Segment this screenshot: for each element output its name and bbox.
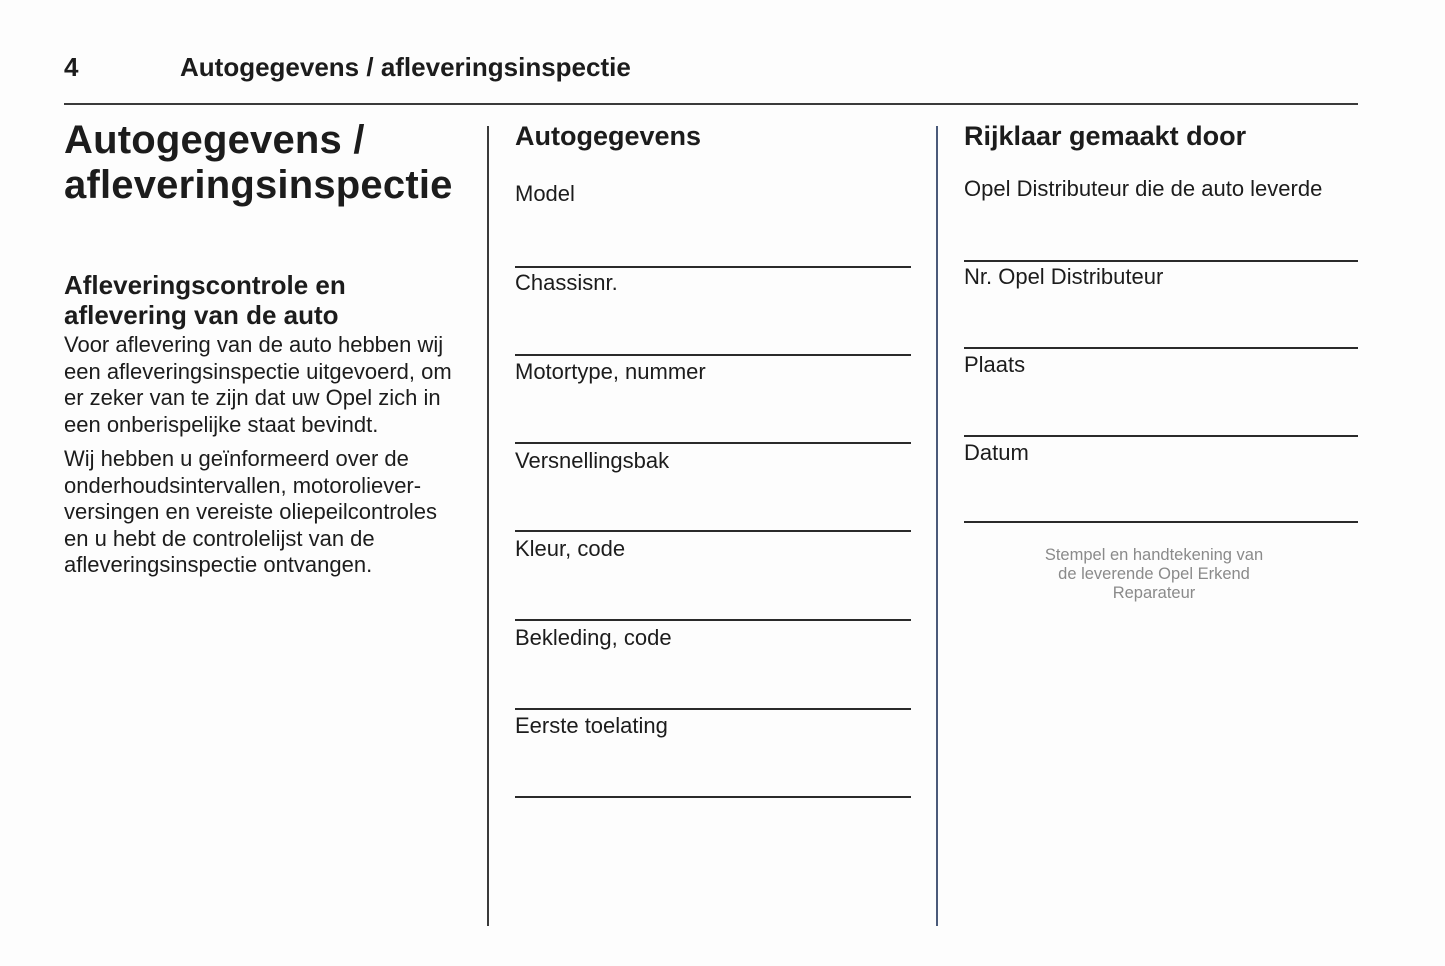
distributor-field[interactable] — [964, 176, 1358, 202]
section-heading — [64, 270, 346, 330]
write-line — [964, 260, 1358, 262]
field-label: Plaats — [964, 352, 1026, 377]
color-code-field[interactable] — [515, 536, 911, 562]
model-field[interactable] — [515, 181, 911, 207]
write-line — [964, 435, 1358, 437]
field-label: Model — [515, 181, 575, 206]
date-field[interactable] — [964, 440, 1358, 466]
field-label: Bekleding, code — [515, 625, 672, 650]
section-heading-line: aflevering van de auto — [64, 300, 339, 330]
stamp-note-line: Stempel en handtekening van — [1044, 546, 1264, 564]
page-number: 4 — [64, 52, 79, 82]
car-data-heading: Autogegevens — [515, 121, 702, 151]
column-divider — [487, 126, 489, 926]
paragraph: Voor aflevering van de auto hebben wij een afleveringsinspectie uitgevoerd, om er zeker van te zijn dat uw Opel zich in een onberispelijke staat bevindt. — [64, 332, 452, 437]
page-title-line: afleveringsinspectie — [64, 163, 453, 207]
page-title-line: Autogegevens / — [64, 118, 365, 162]
field-label: Nr. Opel Distributeur — [964, 264, 1164, 289]
header-rule — [64, 103, 1358, 105]
write-line — [515, 708, 911, 710]
place-field[interactable] — [964, 352, 1358, 378]
field-label: Motortype, nummer — [515, 359, 706, 384]
stamp-note-line: de leverende Opel Erkend — [1058, 565, 1250, 583]
running-title: Autogegevens / afleveringsinspectie — [180, 52, 631, 82]
write-line — [964, 347, 1358, 349]
column-divider — [936, 126, 938, 926]
engine-type-field[interactable] — [515, 359, 911, 385]
section-heading-line: Afleveringscontrole en — [64, 270, 346, 300]
delivered-by-column — [964, 118, 1358, 638]
write-line — [515, 530, 911, 532]
chassis-number-field[interactable] — [515, 270, 911, 296]
gearbox-field[interactable] — [515, 448, 911, 474]
first-registration-field[interactable] — [515, 713, 911, 739]
field-label: Kleur, code — [515, 536, 626, 561]
field-label: Versnellingsbak — [515, 448, 670, 473]
field-label: Eerste toelating — [515, 713, 668, 738]
distributor-number-field[interactable] — [964, 264, 1358, 290]
page-header — [64, 52, 1358, 105]
upholstery-code-field[interactable] — [515, 625, 911, 651]
car-data-column — [515, 118, 911, 818]
write-line — [964, 521, 1358, 523]
write-line — [515, 442, 911, 444]
stamp-signature-note — [1004, 546, 1304, 603]
body-text — [64, 332, 464, 587]
page-title — [64, 118, 464, 208]
field-label: Chassisnr. — [515, 270, 618, 295]
delivered-by-heading: Rijklaar gemaakt door — [964, 121, 1247, 151]
write-line — [515, 619, 911, 621]
write-line — [515, 266, 911, 268]
paragraph: Wij hebben u geïnformeerd over de onderhoudsintervallen, motorolieverversingen en vereiste oliepeilcontroles en u hebt de controlelijst van de afleveringsinspectie ontvangen. — [64, 446, 437, 577]
intro-column — [64, 118, 464, 577]
field-label: Opel Distributeur die de auto leverde — [964, 176, 1323, 201]
write-line — [515, 796, 911, 798]
stamp-note-line: Reparateur — [1112, 584, 1196, 602]
write-line — [515, 354, 911, 356]
field-label: Datum — [964, 440, 1029, 465]
